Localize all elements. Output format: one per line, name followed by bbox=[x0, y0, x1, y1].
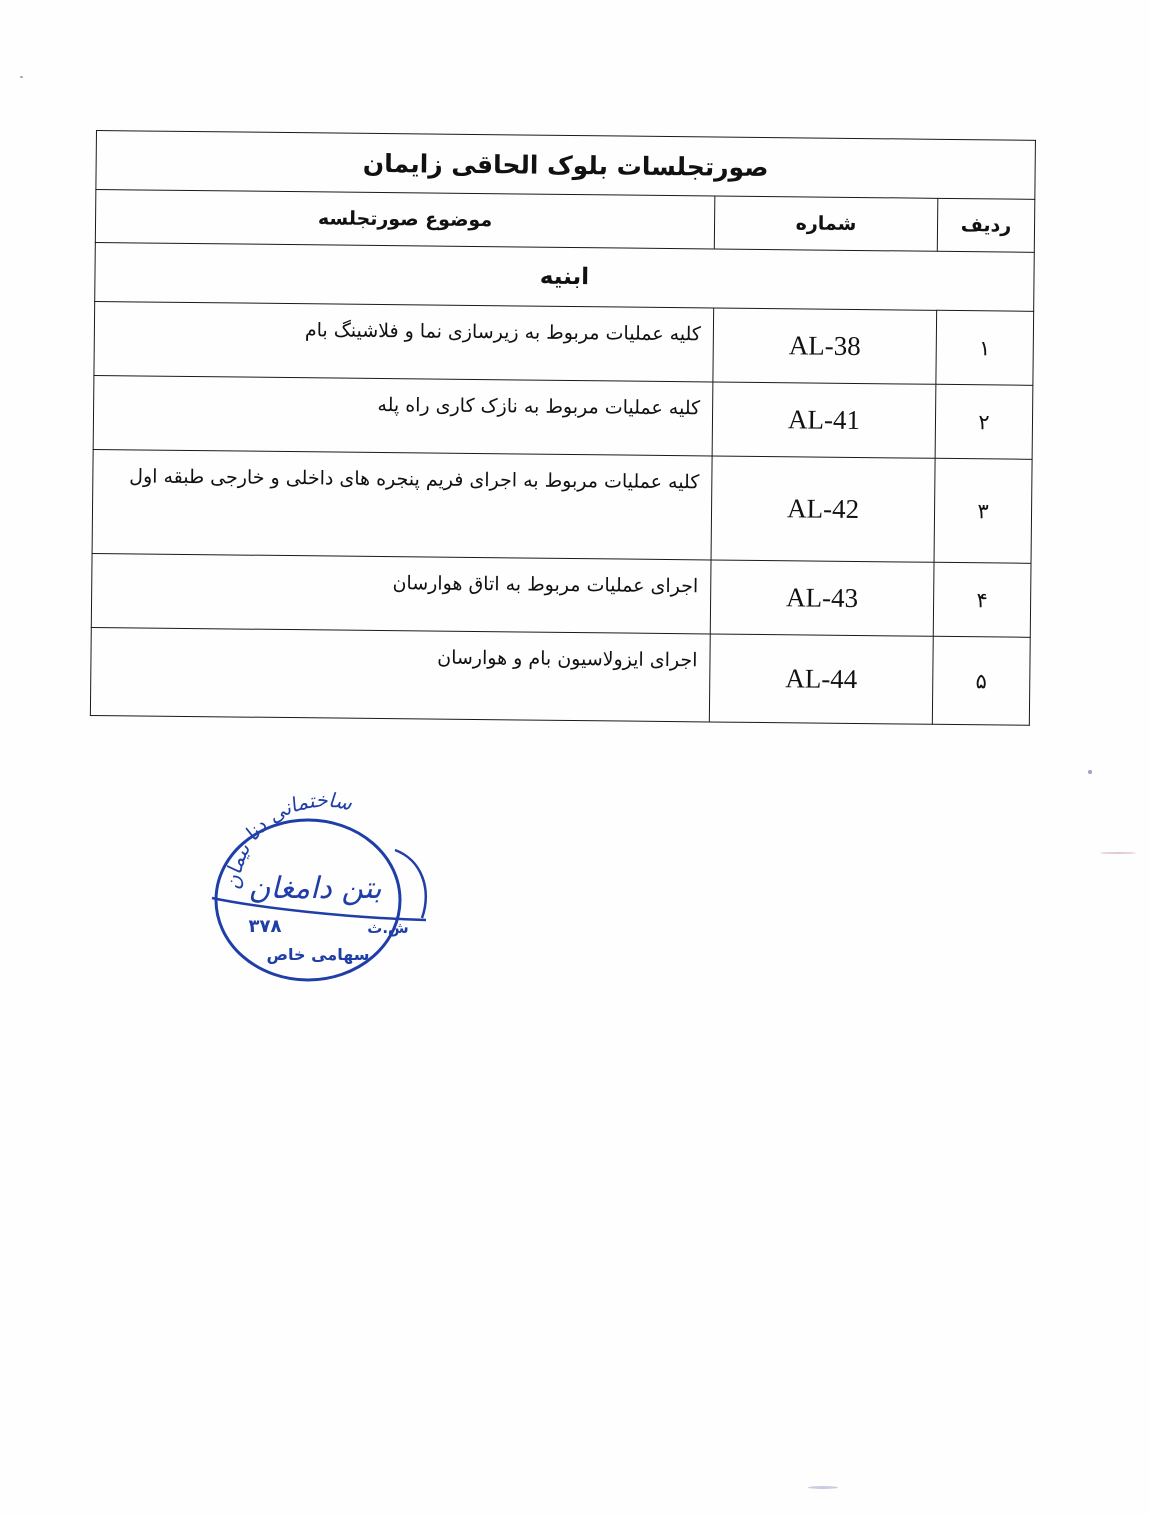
scan-speck bbox=[1088, 770, 1092, 774]
row-subject: کلیه عملیات مربوط به نازک کاری راه پله bbox=[93, 375, 713, 455]
row-index: ۳ bbox=[934, 458, 1032, 563]
table-row bbox=[93, 375, 1033, 459]
row-number: AL-44 bbox=[709, 634, 933, 724]
row-subject: اجرای عملیات مربوط به اتاق هوارسان bbox=[91, 553, 711, 633]
stamp-reg-number: ۳۷۸ bbox=[248, 916, 282, 937]
row-number: AL-41 bbox=[712, 382, 936, 458]
stamp-company-type: سهامی خاص bbox=[266, 945, 370, 964]
row-number: AL-42 bbox=[711, 456, 935, 562]
title-row bbox=[96, 131, 1036, 200]
header-number: شماره bbox=[714, 196, 938, 251]
row-index: ۲ bbox=[935, 384, 1033, 459]
document-title: صورتجلسات بلوک الحاقی زایمان bbox=[96, 131, 1036, 200]
scan-speck bbox=[808, 1486, 838, 1489]
row-subject: اجرای ایزولاسیون بام و هوارسان bbox=[90, 627, 710, 721]
scan-speck bbox=[1100, 852, 1136, 854]
scan-speck bbox=[20, 76, 23, 78]
table-row bbox=[90, 627, 1030, 725]
section-title: ابنیه bbox=[95, 242, 1035, 311]
stamp-arc-text: ساختمانی دنا تیمان bbox=[220, 790, 355, 891]
row-subject: کلیه عملیات مربوط به زیرسازی نما و فلاشینگ بام bbox=[94, 301, 714, 381]
header-row bbox=[95, 190, 1035, 253]
table-row bbox=[92, 449, 1032, 563]
minutes-table bbox=[90, 130, 1036, 726]
section-row bbox=[95, 242, 1035, 311]
table-row bbox=[94, 301, 1034, 385]
row-index: ۴ bbox=[933, 562, 1031, 637]
row-index: ۱ bbox=[936, 310, 1034, 385]
stamp-center-text: بتن دامغان bbox=[248, 871, 382, 906]
row-index: ۵ bbox=[932, 636, 1030, 725]
company-stamp bbox=[200, 790, 440, 990]
row-subject: کلیه عملیات مربوط به اجرای فریم پنجره های داخلی و خارجی طبقه اول bbox=[92, 449, 712, 559]
header-row-index: ردیف bbox=[937, 198, 1035, 252]
header-subject: موضوع صورتجلسه bbox=[95, 190, 715, 249]
row-number: AL-43 bbox=[710, 560, 934, 636]
row-number: AL-38 bbox=[713, 308, 937, 384]
table-row bbox=[91, 553, 1031, 637]
stamp-reg-label: ش.ث bbox=[367, 919, 409, 937]
